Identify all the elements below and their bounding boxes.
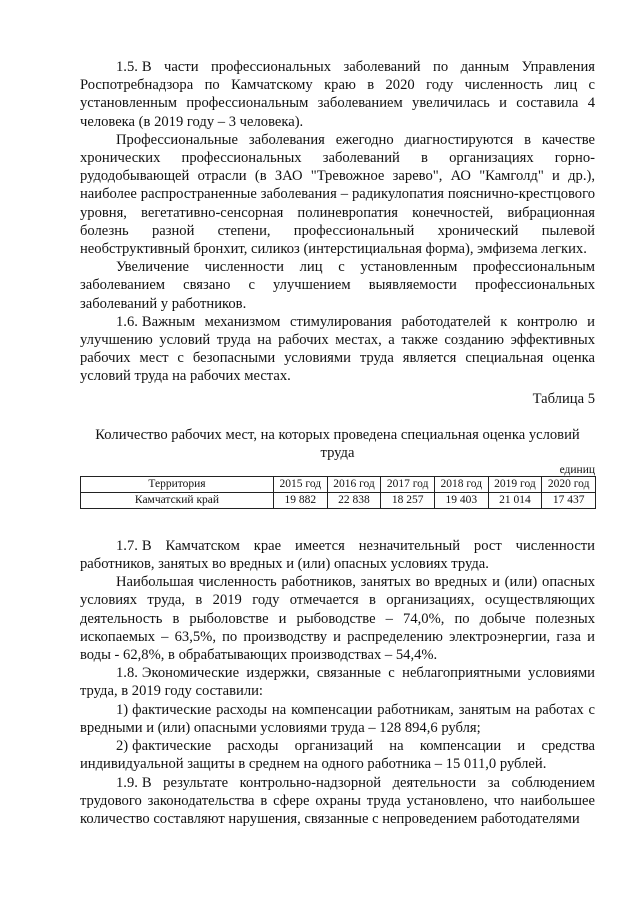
table-label: Таблица 5 bbox=[532, 390, 595, 407]
table-header-row bbox=[81, 476, 596, 492]
value-cell: 18 257 bbox=[381, 492, 435, 508]
table-units: единиц bbox=[559, 463, 595, 476]
column-header-year: 2016 год bbox=[327, 476, 381, 492]
section-number: 1.5. bbox=[116, 59, 138, 75]
column-header-year: 2019 год bbox=[488, 476, 542, 492]
paragraph-1-8 bbox=[80, 664, 595, 700]
paragraph-hazardous-work-share: Наибольшая численность работников, занятых во вредных и (или) опасных условиях труда, в 2019 году отмечается в организациях, осуществляющих деятельность в рыболовстве и рыбоводстве – 74,0%, по добыче полезных ископаемых – 63,5%, по производству и распределению электроэнергии, газа и воды - 62,8%, в обрабатывающих производствах – 54,4%. bbox=[80, 574, 595, 664]
territory-cell: Камчатский край bbox=[81, 492, 274, 508]
column-header-year: 2018 год bbox=[434, 476, 488, 492]
table-row bbox=[81, 492, 596, 508]
value-cell: 21 014 bbox=[488, 492, 542, 508]
value-cell: 19 403 bbox=[434, 492, 488, 508]
paragraph-1-7 bbox=[80, 537, 595, 573]
list-item-text: фактические расходы организаций на компенсации и средства индивидуальной защиты в среднем на одного работника – 15 011,0 рублей. bbox=[80, 738, 595, 773]
section-number: 1.7. bbox=[116, 537, 138, 554]
section-number: 1.8. bbox=[116, 665, 138, 682]
document-page bbox=[80, 58, 595, 828]
list-item-protection bbox=[80, 737, 595, 773]
list-item-compensation bbox=[80, 701, 595, 737]
table-caption: Количество рабочих мест, на которых проведена специальная оценка условий труда bbox=[95, 426, 580, 461]
paragraph-1-6 bbox=[80, 313, 595, 386]
column-header-year: 2020 год bbox=[542, 476, 596, 492]
paragraph-text: Экономические издержки, связанные с неблагоприятными условиями труда, в 2019 году составили: bbox=[80, 665, 595, 700]
paragraph-occupational-diseases: Профессиональные заболевания ежегодно диагностируются в качестве хронических профессиональных заболеваний в организациях горно-рудодобывающей отрасли (в ЗАО "Тревожное зарево", АО "Камголд" и др.), наиболее распространенные заболевания – радикулопатия пояснично-крестцового уровня, вегетативно-сенсорная полиневропатия конечностей, вибрационная болезнь разной степени, профессиональный хронический пылевой необструктивный бронхит, силикоз (интерстициальная форма), эмфизема легких. bbox=[80, 131, 595, 258]
section-number: 1.6. bbox=[116, 313, 138, 330]
work-places-table bbox=[80, 476, 596, 509]
paragraph-text: В Камчатском крае имеется незначительный рост численности работников, занятых во вредных и (или) опасных условиях труда. bbox=[80, 537, 595, 573]
column-header-territory: Территория bbox=[81, 476, 274, 492]
column-header-year: 2015 год bbox=[274, 476, 328, 492]
paragraph-1-5 bbox=[80, 58, 595, 131]
value-cell: 17 437 bbox=[542, 492, 596, 508]
list-number: 2) bbox=[116, 738, 129, 755]
paragraph-text: В результате контрольно-надзорной деятельности за соблюдением трудового законодательства в сфере охраны труда установлено, что наибольшее количество составляют нарушения, связанные с непроведением работодателями bbox=[80, 774, 595, 827]
column-header-year: 2017 год bbox=[381, 476, 435, 492]
section-number: 1.9. bbox=[116, 774, 138, 791]
value-cell: 22 838 bbox=[327, 492, 381, 508]
paragraph-increase-reason: Увеличение численности лиц с установленным профессиональным заболеванием связано с улучшением выявляемости профессиональных заболеваний у работников. bbox=[80, 259, 595, 312]
list-number: 1) bbox=[116, 701, 129, 718]
list-item-text: фактические расходы на компенсации работникам, занятым на работах с вредными и (или) опасными условиями труда – 128 894,6 рубля; bbox=[80, 701, 595, 736]
value-cell: 19 882 bbox=[274, 492, 328, 508]
paragraph-text: Важным механизмом стимулирования работодателей к контролю и улучшению условий труда на рабочих местах, а также созданию эффективных рабочих мест с безопасными условиями труда является специальная оценка условий труда на рабочих местах. bbox=[80, 313, 595, 385]
paragraph-1-9 bbox=[80, 774, 595, 829]
paragraph-text: В части профессиональных заболеваний по данным Управления Роспотребнадзора по Камчатскому краю в 2020 году численность лиц с установленным профессиональным заболеванием увеличилась и составила 4 человека (в 2019 году – 3 человека). bbox=[80, 59, 595, 130]
section-after-table bbox=[80, 537, 595, 828]
